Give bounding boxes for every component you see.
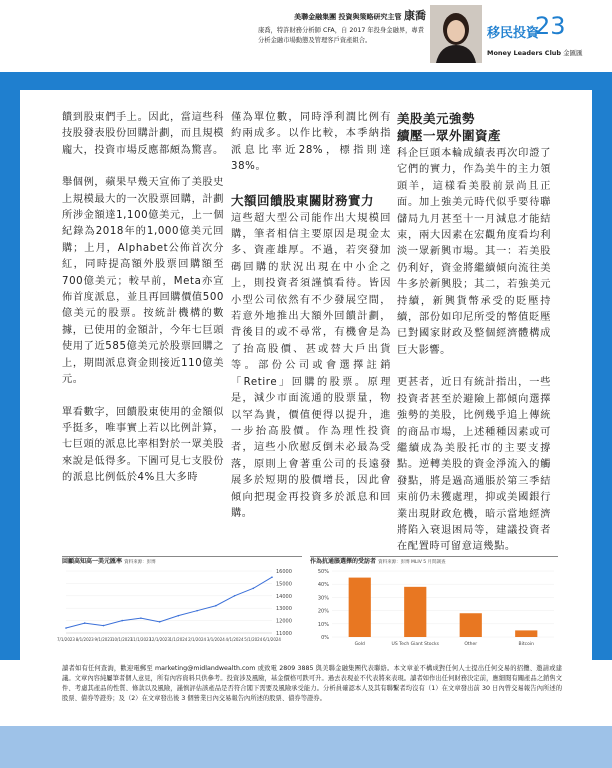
paragraph: 科企巨頭本輪成績表再次印證了它們的實力，作為美牛的主力領頭羊，這樣看美股前景尚且正面。加上強美元時代似乎要待聯儲局九月甚至十一月減息才能結束，兩大因素在宏觀角度看均利淡一眾新興市場。其一：若美股仍利好，資金將繼續傾向流往美牛多於新興股；其二，若強美元持續，新興貨幣承受的貶壓持續，部份如印尼所受的幣值貶壓已對國家財政及整個經濟體構成巨大影響。: [397, 148, 551, 356]
data-point: [252, 588, 254, 590]
line-chart-svg: [57, 567, 302, 651]
bar-chart-svg: [310, 567, 558, 651]
x-tick-label: 7/1/2023: [57, 637, 75, 642]
y-tick-label: 14000: [276, 593, 292, 600]
data-point: [65, 627, 67, 629]
paragraph: 舉個例，蘋果早幾天宣佈了美股史上規模最大的一次股票回購，計劃所涉金額達1,100億美元，上一個紀錄為2018年的1,000億美元回購；上月，Alphabet公佈首次分紅，同時提高額外股票回購額至700億美元；較早前，Meta亦宣佈首度派息，並且再回購價值500億美元的股票。按統計機構的數據，已使用的金額計，今年七巨頭使用了近585億美元於股票回購之上，期間派息資金則接近110億美元。: [62, 177, 224, 386]
data-point: [103, 625, 105, 627]
article-column-2: [231, 110, 391, 538]
club-name-en: Money Leaders Club: [487, 49, 562, 57]
club-label: [487, 48, 583, 57]
chart-title: [310, 557, 558, 567]
bottom-border: [0, 726, 612, 768]
data-point: [84, 622, 86, 624]
x-tick-label: Bitcoin: [518, 642, 534, 647]
x-tick-label: 12/1/2023: [149, 637, 170, 642]
section-heading: 大額回饋股東關財務實力: [231, 192, 375, 208]
bar: [515, 630, 537, 637]
x-tick-label: 11/1/2023: [130, 637, 152, 642]
disclaimer: [62, 664, 562, 704]
x-tick-label: 9/1/2023: [94, 637, 113, 642]
data-point: [196, 610, 198, 612]
line-chart: [57, 556, 302, 651]
bar: [349, 578, 371, 637]
byline-title: [258, 10, 426, 23]
y-tick-label: 30%: [317, 595, 329, 602]
x-tick-label: 10/1/2023: [111, 637, 133, 642]
x-tick-label: US Tech Giant Stocks: [391, 642, 439, 647]
chart-title: [62, 557, 302, 567]
bar-chart: [310, 556, 558, 651]
y-tick-label: 10%: [317, 621, 329, 628]
author-name: 康喬: [404, 9, 426, 22]
page-number: 23: [535, 12, 566, 40]
x-tick-label: 2/1/2024: [188, 637, 207, 642]
chart-title-text: 回顧高知高一美元匯率: [62, 558, 123, 565]
section-heading: [397, 110, 551, 144]
paragraph: 僅為單位數，同時淨利潤比例有約兩成多。以作比較，本季納指派息比率近28%，標指則達38%。: [231, 112, 391, 173]
x-tick-label: 6/1/2024: [263, 637, 281, 642]
right-border: [592, 72, 612, 660]
y-tick-label: 13000: [276, 606, 292, 613]
y-tick-label: 16000: [276, 569, 292, 575]
heading-line: 續壓一眾外圍資產: [397, 128, 502, 143]
data-point: [159, 621, 161, 623]
author-portrait: [430, 5, 482, 63]
left-border: [0, 72, 20, 660]
paragraph: 饋到股東們手上。因此，當這些科技股發表股份回購計劃，而且規模龐大，投資市場反應都頗為驚喜。: [62, 112, 224, 156]
club-name-zh: 金匯匯: [563, 49, 583, 57]
data-point: [215, 605, 217, 607]
chart-source: 資料來源：彭博 MLIV 5 月問調查: [378, 560, 446, 565]
data-point: [140, 617, 142, 619]
chart-title-text: 作為抗通脹選擇的受訪者: [310, 558, 377, 565]
bar: [460, 613, 482, 637]
chart-source: 資料來源：彭博: [124, 560, 156, 565]
heading-line: 美股美元強勢: [397, 111, 476, 126]
paragraph: 更甚者，近日有統計指出，一些投資者甚至於避險上都傾向選擇強勢的美股，比例幾乎追上傳統的商品市場，上述種種因素或可繼續成為美股托市的主要支撐點。逆轉美股的資金淨流入的觸發點，將是過高通脹於第三季結束前仍未獲處理，抑或美國銀行業出現財政危機，暗示當地經濟將陷入衰退困局等，建議投資者在配置時可留意這幾點。: [397, 377, 551, 553]
paragraph: 這些超大型公司能作出大規模回購，筆者相信主要原因是現金太多、資產雄厚。不過，若突發加碼回購的狀況出現在中小企之上，則投資者須謹慎看待。皆因小型公司依然有不少發展空間，若意外地推出大額外回饋計劃，背後目的或不尋常，有機會是為了抬高股價、甚或替大戶出貨等。部份公司或會選擇註銷「Retire」回購的股票。原理是，減少市面流通的股票量，物以罕為貴，價值便得以提升，進一步抬高股價。作為理性投資者，這些小欣慰反倒未必最為受落，原則上會著重公司的長遠發展多於短期的股價增長，因此會傾向把現金再投資多於派息和回購。: [231, 212, 391, 519]
paragraph: 單看數字，回饋股東使用的金額似乎挺多，唯事實上若以比例計算，七巨頭的派息比率相對於一眾美股來說是低得多。下圖可見七支股份的派息比例低於4%且大多時: [62, 406, 224, 484]
author-byline: [258, 10, 426, 66]
y-tick-label: 11000: [276, 631, 292, 637]
y-tick-label: 40%: [317, 582, 329, 589]
article-column-1: [62, 110, 224, 503]
bar: [404, 587, 426, 637]
x-tick-label: 5/1/2024: [244, 637, 263, 642]
disclaimer-text: 讀者如有任何查詢，歡迎電郵至 marketing@midlandwealth.com 或致電 2809 3885 與美聯金融集團代表聯絡。本文章並不構成對任何人士提出任何交易的招攬、邀請或建議。文章內容純屬筆者個人意見，所有內容資料只供參考。投資涉及風險，基金價格可跌可升。過去表現並不代表將來表現。讀者如作出任何財務決定前，應細閱有關產品之銷售文件、考慮其產品的性質、條款以及風險，謹慎評估該產品是否符合閣下需要及風險承受能力。分析員確認本人及其有聯繫者均沒有（1）在文章發出前 30 日內曾交易報告內所述的股票、債券等證券；及（2）在文章發出後 3 個營業日內交易報告內所述的股票、債券等證券。: [62, 665, 562, 702]
data-point: [121, 620, 123, 622]
data-point: [234, 595, 236, 597]
y-tick-label: 15000: [276, 581, 292, 588]
section-label: 移民投資: [487, 26, 540, 41]
x-tick-label: Gold: [354, 642, 365, 647]
y-tick-label: 20%: [317, 608, 329, 615]
x-tick-label: 3/1/2024: [206, 637, 225, 642]
byline-role: 美聯金融集團 投資與策略研究主管: [294, 13, 402, 21]
data-point: [178, 615, 180, 617]
top-border: [0, 72, 612, 90]
y-tick-label: 0%: [321, 635, 329, 641]
article-column-3: [397, 110, 551, 572]
author-bio: 康喬，特許財務分析師 CFA，自 2017 年投身金融界，專責分析金融市場動態及管理客戶資產組合。: [258, 27, 425, 44]
x-tick-label: 4/1/2024: [225, 637, 244, 642]
y-tick-label: 50%: [317, 569, 329, 575]
data-point: [271, 576, 273, 578]
x-tick-label: Other: [464, 642, 478, 647]
x-tick-label: 8/1/2023: [75, 637, 94, 642]
y-tick-label: 12000: [276, 618, 292, 625]
x-tick-label: 1/1/2024: [169, 637, 188, 642]
